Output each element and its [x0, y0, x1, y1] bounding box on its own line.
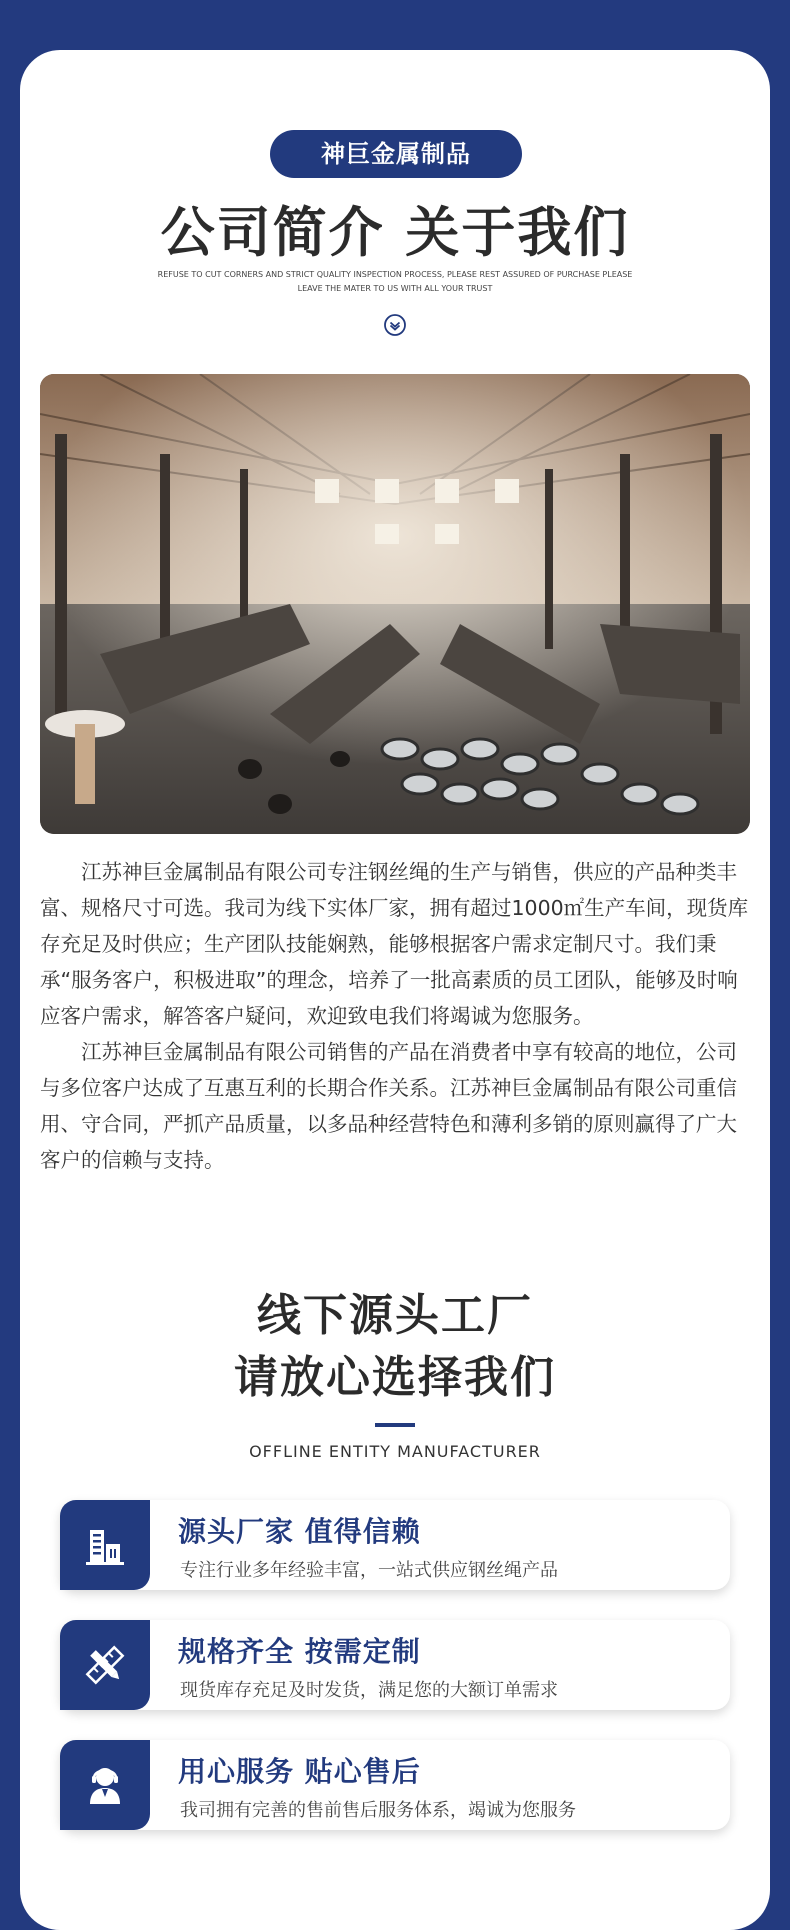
- feature-card-service: [60, 1740, 730, 1830]
- factory-photo: [40, 374, 750, 834]
- factory-heading: [0, 1285, 790, 1409]
- feature-title: 源头厂家 值得信赖: [178, 1515, 421, 1548]
- factory-building-icon: [60, 1500, 150, 1590]
- feature-desc: 我司拥有完善的售前售后服务体系，竭诚为您服务: [180, 1800, 576, 1821]
- customer-service-icon: [60, 1740, 150, 1830]
- factory-heading-line1: 线下源头工厂: [257, 1290, 533, 1341]
- chevron-down-icon: [383, 313, 407, 337]
- page-title: 公司简介 关于我们: [160, 201, 630, 264]
- feature-desc: 专注行业多年经验丰富，一站式供应钢丝绳产品: [180, 1560, 558, 1581]
- feature-card-custom-spec: [60, 1620, 730, 1710]
- intro-paragraph-2: 江苏神巨金属制品有限公司销售的产品在消费者中享有较高的地位，公司与多位客户达成了互惠互利的长期合作关系。江苏神巨金属制品有限公司重信用、守合同，严抓产品质量，以多品种经营特色和薄利多销的原则赢得了广大客户的信赖与支持。: [40, 1040, 737, 1172]
- heading-divider: [375, 1423, 415, 1427]
- intro-paragraph-1: 江苏神巨金属制品有限公司专注钢丝绳的生产与销售，供应的产品种类丰富、规格尺寸可选。我司为线下实体厂家，拥有超过1000㎡生产车间，现货库存充足及时供应；生产团队技能娴熟，能够根据客户需求定制尺寸。我们秉承“服务客户，积极进取”的理念，培养了一批高素质的员工团队，能够及时响应客户需求，解答客户疑问，欢迎致电我们将竭诚为您服务。: [40, 860, 749, 1028]
- feature-desc: 现货库存充足及时发货，满足您的大额订单需求: [180, 1680, 558, 1701]
- factory-subtitle: OFFLINE ENTITY MANUFACTURER: [249, 1442, 541, 1461]
- feature-title: 规格齐全 按需定制: [178, 1635, 421, 1668]
- ruler-pencil-icon: [60, 1620, 150, 1710]
- page-subtitle: REFUSE TO CUT CORNERS AND STRICT QUALITY INSPECTION PROCESS, PLEASE REST ASSURED OF PURCHASE PLEASE LEAVE THE MATER TO US WITH ALL YOUR TRUST: [157, 270, 633, 293]
- company-intro: [40, 854, 750, 1178]
- company-badge: 神巨金属制品: [270, 130, 522, 178]
- factory-heading-line2: 请放心选择我们: [234, 1352, 556, 1403]
- feature-card-source-factory: [60, 1500, 730, 1590]
- feature-title: 用心服务 贴心售后: [178, 1755, 421, 1788]
